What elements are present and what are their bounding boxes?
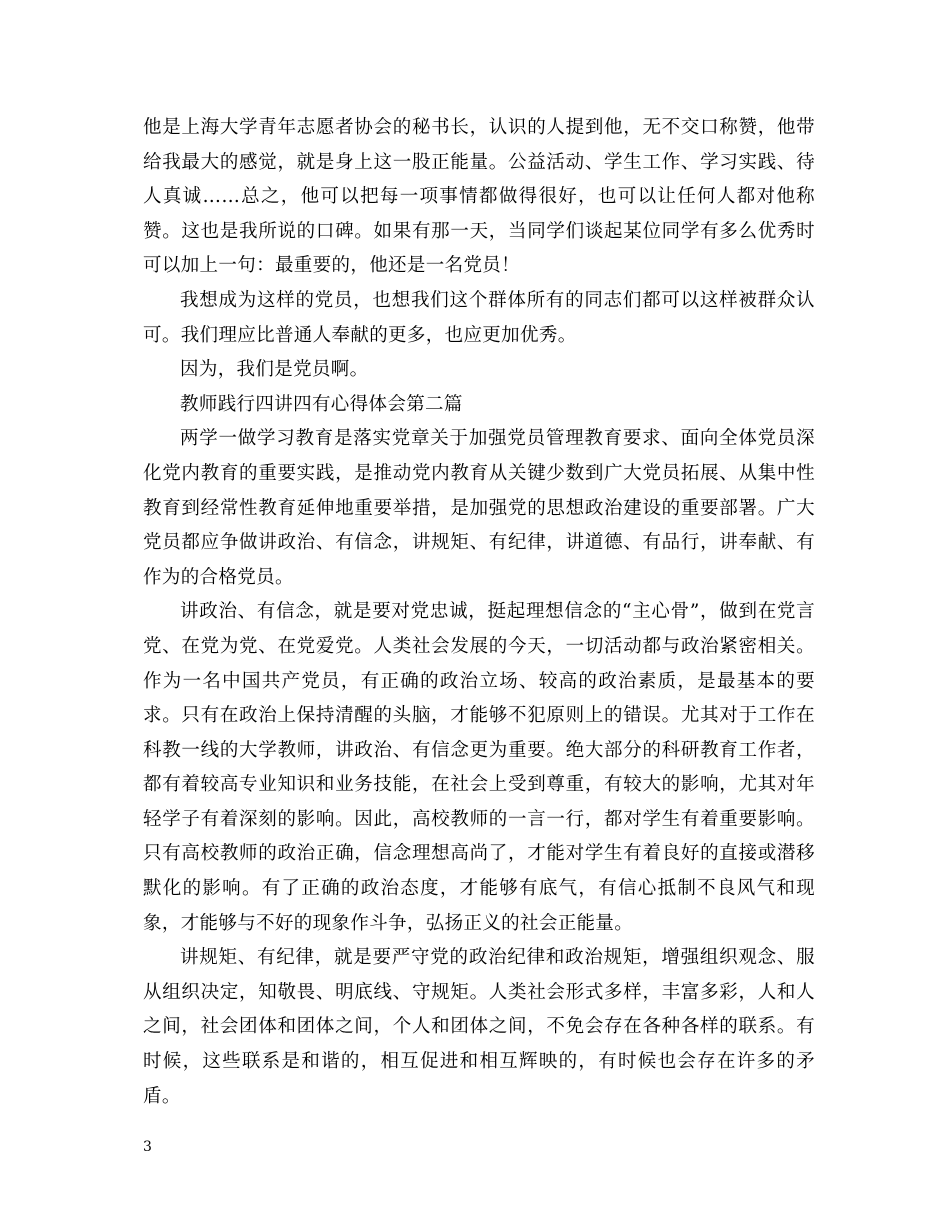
paragraph-1: 他是上海大学青年志愿者协会的秘书长，认识的人提到他，无不交口称赞，他带给我最大的感觉，就是身上这一股正能量。公益活动、学生工作、学习实践、待人真诚……总之，他可以把每一项事情都做得很好，也可以让任何人都对他称赞。这也是我所说的口碑。如果有那一天，当同学们谈起某位同学有多么优秀时可以加上一句：最重要的，他还是一名党员！ — [143, 117, 815, 277]
page-number: 3 — [143, 1139, 152, 1155]
document-body — [143, 111, 815, 1114]
section-heading: 教师践行四讲四有心得体会第二篇 — [180, 393, 463, 415]
paragraph-3: 因为，我们是党员啊。 — [180, 359, 369, 381]
paragraph-6: 讲政治、有信念，就是要对党忠诚，挺起理想信念的“主心骨”，做到在党言党、在党为党、在党爱党。人类社会发展的今天，一切活动都与政治紧密相关。作为一名中国共产党员，有正确的政治立场、较高的政治素质，是最基本的要求。只有在政治上保持清醒的头脑，才能够不犯原则上的错误。尤其对于工作在科教一线的大学教师，讲政治、有信念更为重要。绝大部分的科研教育工作者，都有着较高专业知识和业务技能，在社会上受到尊重，有较大的影响，尤其对年轻学子有着深刻的影响。因此，高校教师的一言一行，都对学生有着重要影响。只有高校教师的政治正确，信念理想高尚了，才能对学生有着良好的直接或潜移默化的影响。有了正确的政治态度，才能够有底气，有信心抵制不良风气和现象，才能够与不好的现象作斗争，弘扬正义的社会正能量。 — [143, 601, 815, 934]
paragraph-7: 讲规矩、有纪律，就是要严守党的政治纪律和政治规矩，增强组织观念、服从组织决定，知敬畏、明底线、守规矩。人类社会形式多样，丰富多彩，人和人之间，社会团体和团体之间，个人和团体之间，不免会存在各种各样的联系。有时候，这些联系是和谐的，相互促进和相互辉映的，有时候也会存在许多的矛盾。 — [143, 947, 815, 1107]
paragraph-2: 我想成为这样的党员，也想我们这个群体所有的同志们都可以这样被群众认可。我们理应比普通人奉献的更多，也应更加优秀。 — [143, 289, 815, 346]
paragraph-5: 两学一做学习教育是落实党章关于加强党员管理教育要求、面向全体党员深化党内教育的重要实践，是推动党内教育从关键少数到广大党员拓展、从集中性教育到经常性教育延伸地重要举措，是加强党的思想政治建设的重要部署。广大党员都应争做讲政治、有信念，讲规矩、有纪律，讲道德、有品行，讲奉献、有作为的合格党员。 — [143, 428, 815, 588]
